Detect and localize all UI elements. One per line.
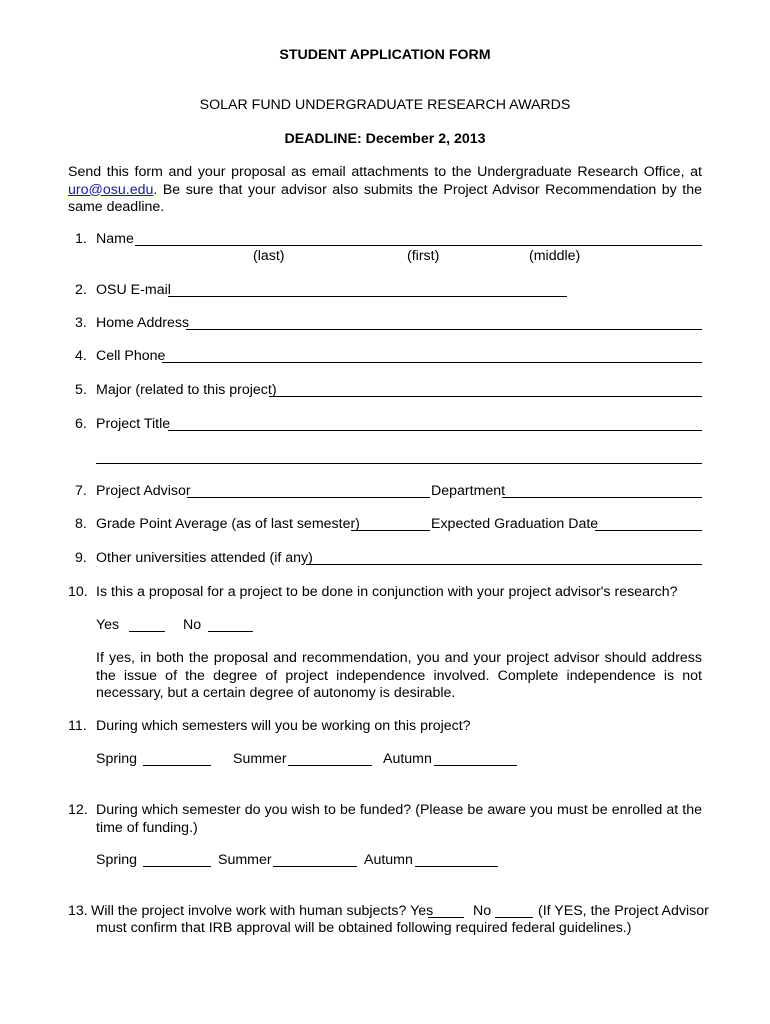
field-number: 3. bbox=[75, 315, 87, 331]
other-universities-label: Other universities attended (if any) bbox=[96, 550, 313, 566]
home-address-field[interactable] bbox=[186, 329, 702, 330]
q11-summer-label: Summer bbox=[233, 751, 287, 767]
field-number: 4. bbox=[75, 348, 87, 364]
home-address-label: Home Address bbox=[96, 315, 190, 331]
cell-phone-field[interactable] bbox=[162, 362, 702, 363]
project-advisor-label: Project Advisor bbox=[96, 483, 191, 499]
name-field[interactable] bbox=[135, 245, 702, 246]
form-title: STUDENT APPLICATION FORM bbox=[279, 47, 491, 63]
q12-spring-label: Spring bbox=[96, 852, 138, 868]
graduation-date-field[interactable] bbox=[595, 530, 702, 531]
question-number: 10. bbox=[68, 584, 88, 600]
q13-no-label: No bbox=[473, 903, 492, 919]
field-number: 1. bbox=[75, 231, 87, 247]
cell-phone-label: Cell Phone bbox=[96, 348, 166, 364]
field-number: 5. bbox=[75, 382, 87, 398]
question-number: 13. bbox=[68, 903, 88, 919]
q11-summer-field[interactable] bbox=[288, 765, 372, 766]
gpa-label: Grade Point Average (as of last semester) bbox=[96, 516, 360, 532]
field-number: 2. bbox=[75, 282, 87, 298]
q12-text: During which semester do you wish to be funded? (Please be aware you must be enrolled at the time of funding.) bbox=[96, 802, 702, 836]
name-middle-caption: (middle) bbox=[529, 248, 581, 264]
field-number: 9. bbox=[75, 550, 87, 566]
q10-note: If yes, in both the proposal and recommendation, you and your project advisor should address the issue of the degree of project independence involved. Complete independence is not necessary, but a certain degree of autonomy is desirable. bbox=[96, 650, 702, 701]
graduation-date-label: Expected Graduation Date bbox=[431, 516, 599, 532]
other-universities-field[interactable] bbox=[306, 564, 702, 565]
q11-spring-field[interactable] bbox=[143, 765, 211, 766]
question-number: 11. bbox=[68, 718, 87, 734]
q12-autumn-field[interactable] bbox=[415, 866, 498, 867]
osu-email-field[interactable] bbox=[168, 296, 567, 297]
project-title-field-line2[interactable] bbox=[96, 463, 702, 464]
project-advisor-field[interactable] bbox=[187, 497, 430, 498]
form-subtitle: SOLAR FUND UNDERGRADUATE RESEARCH AWARDS bbox=[199, 97, 571, 113]
q11-autumn-field[interactable] bbox=[434, 765, 517, 766]
major-field[interactable] bbox=[269, 396, 702, 397]
question-number: 12. bbox=[68, 802, 88, 818]
osu-email-label: OSU E-mail bbox=[96, 282, 171, 298]
project-title-field[interactable] bbox=[168, 430, 702, 431]
q12-autumn-label: Autumn bbox=[364, 852, 413, 868]
q13-no-field[interactable] bbox=[495, 917, 533, 918]
q13-text: Will the project involve work with human subjects? Yes bbox=[91, 903, 434, 919]
q10-text: Is this a proposal for a project to be done in conjunction with your project advisor's research? bbox=[96, 584, 678, 600]
gpa-field[interactable] bbox=[351, 530, 430, 531]
q13-yes-field[interactable] bbox=[428, 917, 464, 918]
q11-autumn-label: Autumn bbox=[383, 751, 432, 767]
q13-note-line2: must confirm that IRB approval will be obtained following required federal guidelines.) bbox=[96, 920, 632, 936]
field-number: 6. bbox=[75, 416, 87, 432]
q12-summer-field[interactable] bbox=[273, 866, 357, 867]
department-field[interactable] bbox=[502, 497, 702, 498]
q13-note: (If YES, the Project Advisor bbox=[538, 903, 709, 919]
name-last-caption: (last) bbox=[253, 248, 285, 264]
name-first-caption: (first) bbox=[407, 248, 440, 264]
q12-spring-field[interactable] bbox=[143, 866, 211, 867]
project-title-label: Project Title bbox=[96, 416, 171, 432]
q10-yes-label: Yes bbox=[96, 617, 120, 633]
q12-summer-label: Summer bbox=[218, 852, 272, 868]
q11-text: During which semesters will you be working on this project? bbox=[96, 718, 471, 734]
q10-no-label: No bbox=[183, 617, 202, 633]
department-label: Department bbox=[431, 483, 506, 499]
intro-paragraph: Send this form and your proposal as email attachments to the Undergraduate Research Office, at uro@osu.edu. Be sure that your advisor also submits the Project Advisor Recommendation by the same deadline. bbox=[68, 164, 702, 215]
q10-yes-field[interactable] bbox=[129, 631, 165, 632]
field-number: 8. bbox=[75, 516, 87, 532]
q11-spring-label: Spring bbox=[96, 751, 138, 767]
major-label: Major (related to this project) bbox=[96, 382, 277, 398]
email-link[interactable]: uro@osu.edu bbox=[68, 181, 154, 198]
deadline: DEADLINE: December 2, 2013 bbox=[284, 131, 486, 147]
q10-no-field[interactable] bbox=[208, 631, 253, 632]
name-label: Name bbox=[96, 231, 134, 247]
field-number: 7. bbox=[75, 483, 87, 499]
